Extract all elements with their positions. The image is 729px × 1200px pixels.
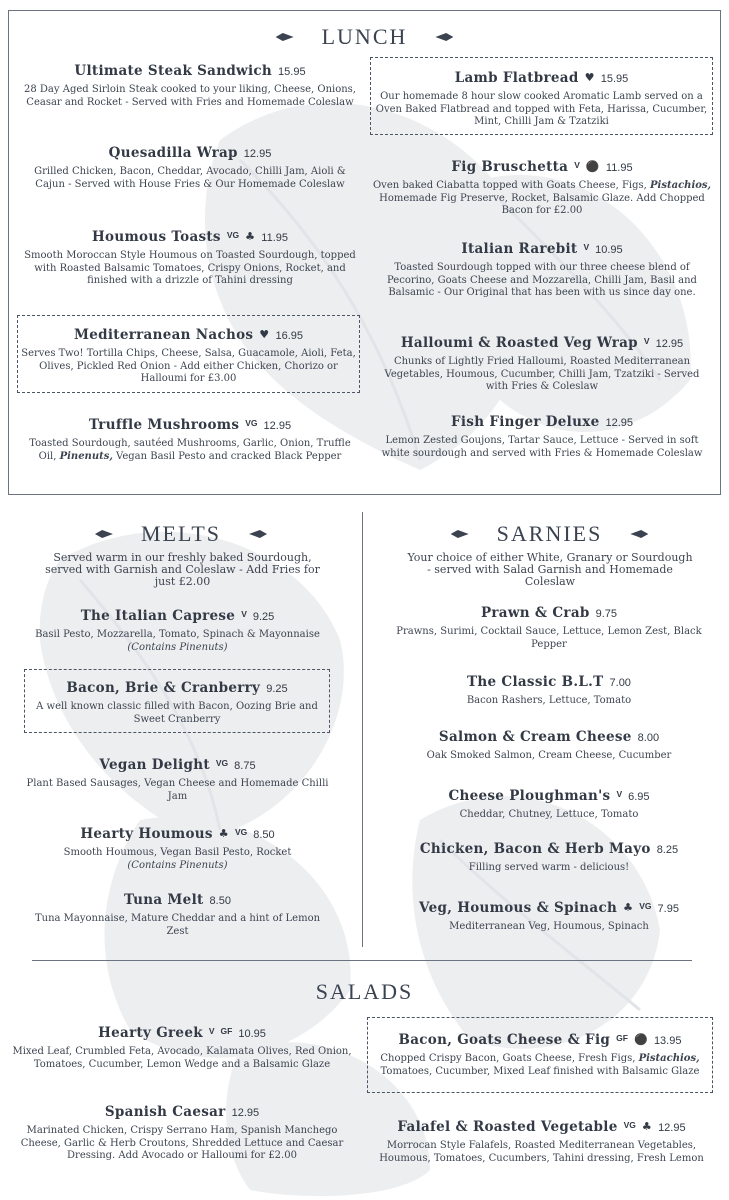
item-description: Chunks of Lightly Fried Halloumi, Roasted Mediterranean Vegetables, Houmous, Cucumber, Chilli Jam, Tzatziki - Served with Fries & Coleslaw <box>384 356 700 392</box>
item-title: Quesadilla Wrap <box>108 145 238 161</box>
right-arrow-ornament <box>630 530 648 538</box>
section-divider <box>32 960 692 961</box>
item-title: Spanish Caesar <box>104 1104 226 1120</box>
item-title: Bacon, Brie & Cranberry <box>66 680 261 696</box>
item-title: Ultimate Steak Sandwich <box>74 63 273 79</box>
item-description: Plant Based Sausages, Vegan Cheese and Homemade Chilli Jam <box>26 778 329 802</box>
menu-item-bacon-brie-cranberry <box>24 669 330 733</box>
item-description: Lemon Zested Goujons, Tartar Sauce, Lettuce - Served in soft white sourdough and served with Fries & Homemade Coleslaw <box>381 435 703 459</box>
gluten-free-tag: GF <box>616 1033 628 1043</box>
item-description: A well known classic filled with Bacon, Oozing Brie and Sweet Cranberry <box>36 701 318 725</box>
item-price: 8.50 <box>209 895 231 907</box>
sesame-icon: ♣ <box>245 230 256 243</box>
item-title: Tuna Melt <box>124 892 204 908</box>
menu-item-veg-houmous-spinach <box>390 897 708 934</box>
item-price: 7.00 <box>609 677 631 689</box>
vegan-tag: VG <box>226 230 240 240</box>
item-title: Veg, Houmous & Spinach <box>419 900 618 916</box>
menu-item-lamb-flatbread <box>370 57 713 135</box>
item-title: Cheese Ploughman's <box>448 788 611 804</box>
item-description: Grilled Chicken, Bacon, Cheddar, Avocado, Chilli Jam, Aioli & Cajun - Served with House Fries & Our Homemade Coleslaw <box>34 166 346 190</box>
item-price: 12.95 <box>243 148 272 160</box>
vegetarian-tag: V <box>616 789 623 799</box>
item-description: Serves Two! Tortilla Chips, Cheese, Salsa, Guacamole, Aioli, Feta, Olives, Pickled Red Onion - Add either Chicken, Chorizo or Halloumi for £3.00 <box>21 348 356 384</box>
menu-item-spanish-caesar <box>12 1103 352 1163</box>
item-description: Filling served warm - delicious! <box>468 862 630 873</box>
salads-heading: SALADS <box>315 978 414 1004</box>
item-price: 8.25 <box>656 844 679 856</box>
item-title: Italian Rarebit <box>461 241 578 257</box>
item-price: 7.95 <box>657 903 679 915</box>
gluten-free-tag: GF <box>220 1026 233 1036</box>
menu-item-tuna-melt <box>25 891 330 938</box>
vegetarian-tag: V <box>208 1026 215 1036</box>
item-title: Truffle Mushrooms <box>88 417 240 433</box>
item-price: 10.95 <box>595 244 623 256</box>
item-price: 15.95 <box>278 66 306 78</box>
item-price: 10.95 <box>238 1028 266 1040</box>
item-price: 12.95 <box>231 1107 260 1119</box>
item-description: Mixed Leaf, Crumbled Feta, Avocado, Kalamata Olives, Red Onion, Tomatoes, Cucumber, Lemon Wedge and a Balsamic Glaze <box>12 1046 352 1070</box>
item-price: 12.95 <box>658 1122 686 1134</box>
menu-item-fig-bruschetta <box>372 156 712 218</box>
vegan-tag: VG <box>639 901 652 911</box>
item-title: Vegan Delight <box>99 757 210 773</box>
item-price: 8.50 <box>253 829 275 841</box>
menu-item-truffle-mushrooms <box>20 414 360 463</box>
menu-item-prawn-crab <box>390 604 708 651</box>
menu-item-ultimate-steak-sandwich <box>20 62 360 109</box>
menu-item-bacon-goats-cheese-fig <box>367 1017 713 1093</box>
item-title: Falafel & Roasted Vegetable <box>397 1119 618 1135</box>
menu-item-houmous-toasts <box>20 226 360 288</box>
right-arrow-ornament <box>249 530 267 538</box>
sesame-icon: ♣ <box>641 1120 653 1133</box>
sesame-icon: ♣ <box>218 827 229 840</box>
sesame-icon: ♣ <box>623 901 634 914</box>
item-title: The Classic B.L.T <box>467 674 604 690</box>
vegetarian-tag: V <box>583 242 590 252</box>
item-title: Salmon & Cream Cheese <box>438 729 632 745</box>
menu-item-quesadilla-wrap <box>20 144 360 191</box>
item-title: Bacon, Goats Cheese & Fig <box>398 1032 611 1048</box>
menu-item-vegan-delight <box>25 754 330 803</box>
item-price: 8.00 <box>637 732 660 744</box>
item-description: Our homemade 8 hour slow cooked Aromatic Lamb served on a Oven Baked Flatbread and topped with Feta, Harissa, Cucumber, Mint, Chilli Jam & Tzatziki <box>375 91 708 127</box>
item-description: Oak Smoked Salmon, Cream Cheese, Cucumber <box>426 750 672 761</box>
item-title: Halloumi & Roasted Veg Wrap <box>400 335 638 351</box>
heart-icon: ♥ <box>584 71 595 84</box>
left-arrow-ornament <box>451 530 469 538</box>
item-title: Prawn & Crab <box>480 605 590 621</box>
menu-item-classic-blt <box>390 673 708 708</box>
vegan-tag: VG <box>623 1120 636 1130</box>
item-title: Mediterranean Nachos <box>74 327 254 343</box>
column-divider <box>362 512 363 947</box>
item-price: 15.95 <box>600 73 629 85</box>
item-price: 9.25 <box>252 611 275 623</box>
menu-item-hearty-houmous <box>25 823 330 872</box>
item-description: Toasted Sourdough, sautéed Mushrooms, Garlic, Onion, Truffle Oil, Pinenuts, Vegan Basil Pesto and cracked Black Pepper <box>29 438 351 462</box>
nut-icon: ⚫ <box>585 160 600 173</box>
item-price: 11.95 <box>605 162 633 174</box>
left-arrow-ornament <box>95 530 113 538</box>
melts-intro: Served warm in our freshly baked Sourdough, served with Garnish and Coleslaw - Add Fries for just £2.00 <box>45 551 320 588</box>
item-description: Cheddar, Chutney, Lettuce, Tomato <box>459 809 639 820</box>
vegan-tag: VG <box>245 418 258 428</box>
melts-heading: MELTS <box>0 520 362 546</box>
item-description: Smooth Houmous, Vegan Basil Pesto, Rocket (Contains Pinenuts) <box>63 847 292 871</box>
item-title: Fish Finger Deluxe <box>450 414 600 430</box>
item-title: Chicken, Bacon & Herb Mayo <box>419 841 651 857</box>
item-description: Morrocan Style Falafels, Roasted Mediterranean Vegetables, Houmous, Tomatoes, Cucumbers, Tahini dressing, Fresh Lemon <box>379 1140 704 1164</box>
item-price: 6.95 <box>628 791 650 803</box>
vegan-tag: VG <box>215 758 229 768</box>
item-price: 9.25 <box>266 683 288 695</box>
item-title: Hearty Greek <box>98 1025 203 1041</box>
menu-item-salmon-cream-cheese <box>390 728 708 763</box>
item-description: Chopped Crispy Bacon, Goats Cheese, Fresh Figs, Pistachios, Tomatoes, Cucumber, Mixed Leaf finished with Balsamic Glaze <box>380 1053 700 1077</box>
item-description: 28 Day Aged Sirloin Steak cooked to your liking, Cheese, Onions, Ceasar and Rocket - Served with Fries and Homemade Coleslaw <box>24 84 356 108</box>
menu-item-italian-rarebit <box>372 238 712 300</box>
item-title: Lamb Flatbread <box>454 70 579 86</box>
item-description: Prawns, Surimi, Cocktail Sauce, Lettuce, Lemon Zest, Black Pepper <box>396 626 702 650</box>
item-title: The Italian Caprese <box>80 608 236 624</box>
item-price: 13.95 <box>653 1035 682 1047</box>
menu-item-cheese-ploughmans <box>390 785 708 822</box>
sarnies-heading: SARNIES <box>370 520 729 546</box>
item-description: Oven baked Ciabatta topped with Goats Cheese, Figs, Pistachios, Homemade Fig Preserve, Rocket, Balsamic Glaze. Add Chopped Bacon for £2.00 <box>372 180 712 216</box>
menu-item-halloumi-roasted-veg-wrap <box>372 332 712 394</box>
item-description: Toasted Sourdough topped with our three cheese blend of Pecorino, Goats Cheese and Mozzarella, Chilli Jam, Basil and Balsamic - Our Original that has been with us since day one. <box>387 262 697 298</box>
item-title: Hearty Houmous <box>80 826 213 842</box>
item-description: Marinated Chicken, Crispy Serrano Ham, Spanish Manchego Cheese, Garlic & Herb Croutons, Shredded Lettuce and Caesar Dressing. Add Avocado or Halloumi for £2.00 <box>20 1125 344 1161</box>
item-price: 12.95 <box>655 338 684 350</box>
left-arrow-ornament <box>276 33 294 41</box>
item-price: 12.95 <box>605 417 633 429</box>
heart-icon: ♥ <box>259 328 270 341</box>
item-price: 9.75 <box>595 608 618 620</box>
vegetarian-tag: V <box>241 609 247 619</box>
vegan-tag: VG <box>234 827 248 837</box>
item-title: Houmous Toasts <box>91 229 221 245</box>
item-price: 16.95 <box>275 330 303 342</box>
menu-item-falafel-roasted-vegetable <box>370 1116 713 1165</box>
item-title: Fig Bruschetta <box>451 159 569 175</box>
item-description: Mediterranean Veg, Houmous, Spinach <box>449 921 649 932</box>
item-description: Bacon Rashers, Lettuce, Tomato <box>466 695 632 706</box>
right-arrow-ornament <box>435 33 453 41</box>
lunch-heading: LUNCH <box>0 23 729 49</box>
menu-item-chicken-bacon-herb-mayo <box>390 840 708 875</box>
menu-item-hearty-greek <box>12 1022 352 1071</box>
item-description: Tuna Mayonnaise, Mature Cheddar and a hint of Lemon Zest <box>34 913 321 937</box>
menu-item-mediterranean-nachos <box>17 315 360 393</box>
vegetarian-tag: V <box>643 336 650 346</box>
item-description: Basil Pesto, Mozzarella, Tomato, Spinach & Mayonnaise (Contains Pinenuts) <box>35 629 320 653</box>
item-description: Smooth Moroccan Style Houmous on Toasted Sourdough, topped with Roasted Balsamic Tomatoes, Crispy Onions, Rocket, and finished with a drizzle of Tahini dressing <box>24 250 356 286</box>
item-price: 8.75 <box>234 760 256 772</box>
item-price: 12.95 <box>263 420 292 432</box>
sarnies-intro: Your choice of either White, Granary or Sourdough - served with Salad Garnish and Homemade Coleslaw <box>407 551 693 588</box>
item-price: 11.95 <box>261 232 289 244</box>
vegetarian-tag: V <box>574 160 580 170</box>
nut-icon: ⚫ <box>633 1033 648 1046</box>
menu-item-fish-finger-deluxe <box>372 413 712 460</box>
menu-item-italian-caprese <box>25 605 330 654</box>
